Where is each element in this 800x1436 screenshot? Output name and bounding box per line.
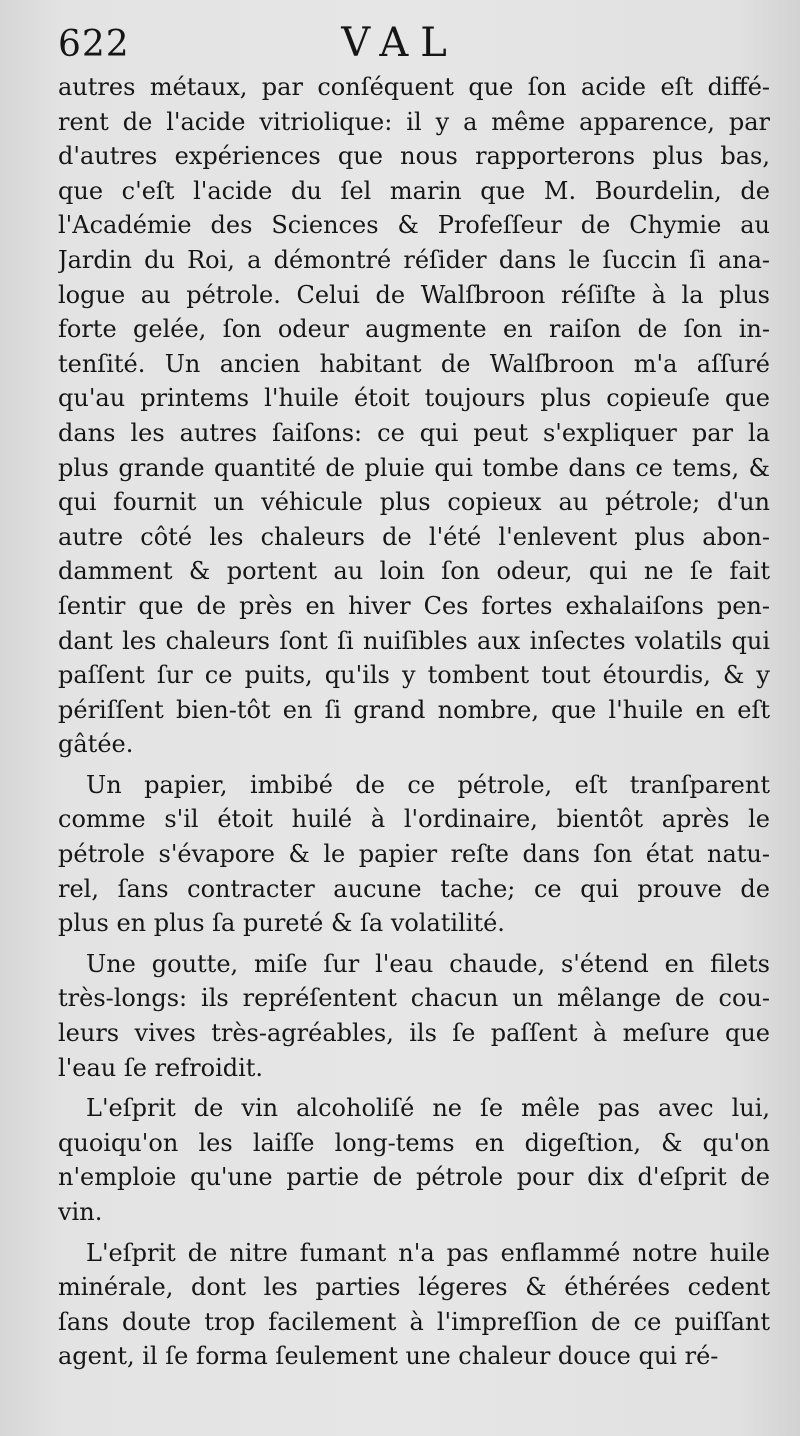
text-line: autres métaux, par conſéquent que ſon acide eſt diffé- [58,73,770,101]
text-line: Une goutte, miſe ſur l'eau chaude, s'étend en filets [86,949,770,978]
text-line: agent, il ſe forma ſeulement une chaleur douce qui ré- [58,1342,719,1371]
text-line: dans les autres ſaiſons: ce qui peut s'expliquer par la [58,418,770,447]
text-line: minérale, dont les parties légeres & éthérées cedent [58,1273,770,1302]
text-line: rel, ſans contracter aucune tache; ce qui prouve de [58,874,770,903]
text-line: l'Académie des Sciences & Profeſſeur de Chymie au [58,211,770,240]
text-line: leurs vives très-agréables, ils ſe paſſent à meſure que [58,1019,770,1048]
text-line: logue au pétrole. Celui de Walſbroon réſiſte à la plus [58,280,770,309]
text-line: damment & portent au loin ſon odeur, qui ne ſe fait [58,557,770,586]
text-line: L'eſprit de nitre fumant n'a pas enflammé notre huile [86,1238,770,1267]
text-line: très-longs: ils repréſentent chacun un mêlange de cou- [58,984,770,1013]
text-line: pétrole s'évapore & le papier reſte dans ſon état natu- [58,840,770,869]
text-line: n'emploie qu'une partie de pétrole pour dix d'eſprit de [58,1163,770,1192]
text-line: plus grande quantité de pluie qui tombe dans ce tems, & [58,453,770,482]
page-number: 622 [58,24,130,65]
text-line: qui fournit un véhicule plus copieux au pétrole; d'un [58,488,770,517]
text-line: que c'eſt l'acide du ſel marin que M. Bourdelin, de [58,176,770,205]
text-line: ſans doute trop facilement à l'impreſſion de ce puiſſant [58,1307,770,1336]
text-line: forte gelée, ſon odeur augmente en raiſon de ſon in- [58,315,770,344]
text-line: comme s'il étoit huilé à l'ordinaire, bientôt après le [58,805,770,834]
text-line: l'eau ſe refroidit. [58,1053,264,1082]
paragraph [58,70,770,762]
text-line: autre côté les chaleurs de l'été l'enlevent plus abon- [58,522,770,551]
text-line: tenſité. Un ancien habitant de Walſbroon m'a aſſuré [58,349,770,378]
text-line: qu'au printems l'huile étoit toujours plus copieuſe que [58,384,770,413]
text-line: dant les chaleurs ſont ſi nuiſibles aux inſectes volatils qui [58,626,770,655]
text-line: d'autres expériences que nous rapporterons plus bas, [58,142,770,171]
text-line: paſſent ſur ce puits, qu'ils y tombent tout étourdis, & y [58,661,770,690]
text-line: vin. [58,1198,103,1226]
text-line: quoiqu'on les laiſſe long-tems en digeſtion, & qu'on [58,1128,770,1157]
body-text [58,70,770,1374]
page-header [0,20,800,70]
text-line: plus en plus ſa pureté & ſa volatilité. [58,909,505,938]
text-line: rent de l'acide vitriolique: il y a même apparence, par [58,107,770,136]
paragraph [58,1236,770,1374]
text-line: Jardin du Roi, a démontré réſider dans le ſuccin ſi ana- [58,245,770,274]
paragraph [58,768,770,941]
paragraph [58,1091,770,1229]
text-line: gâtée. [58,730,134,759]
text-line: périſſent bien-tôt en ſi grand nombre, que l'huile en eſt [58,695,770,724]
text-line: Un papier, imbibé de ce pétrole, eſt tranſparent [86,770,770,799]
running-head: VAL [341,20,459,66]
text-line: L'eſprit de vin alcoholiſé ne ſe mêle pas avec lui, [86,1094,770,1123]
text-line: ſentir que de près en hiver Ces fortes exhalaiſons pen- [58,591,770,620]
paragraph [58,947,770,1085]
